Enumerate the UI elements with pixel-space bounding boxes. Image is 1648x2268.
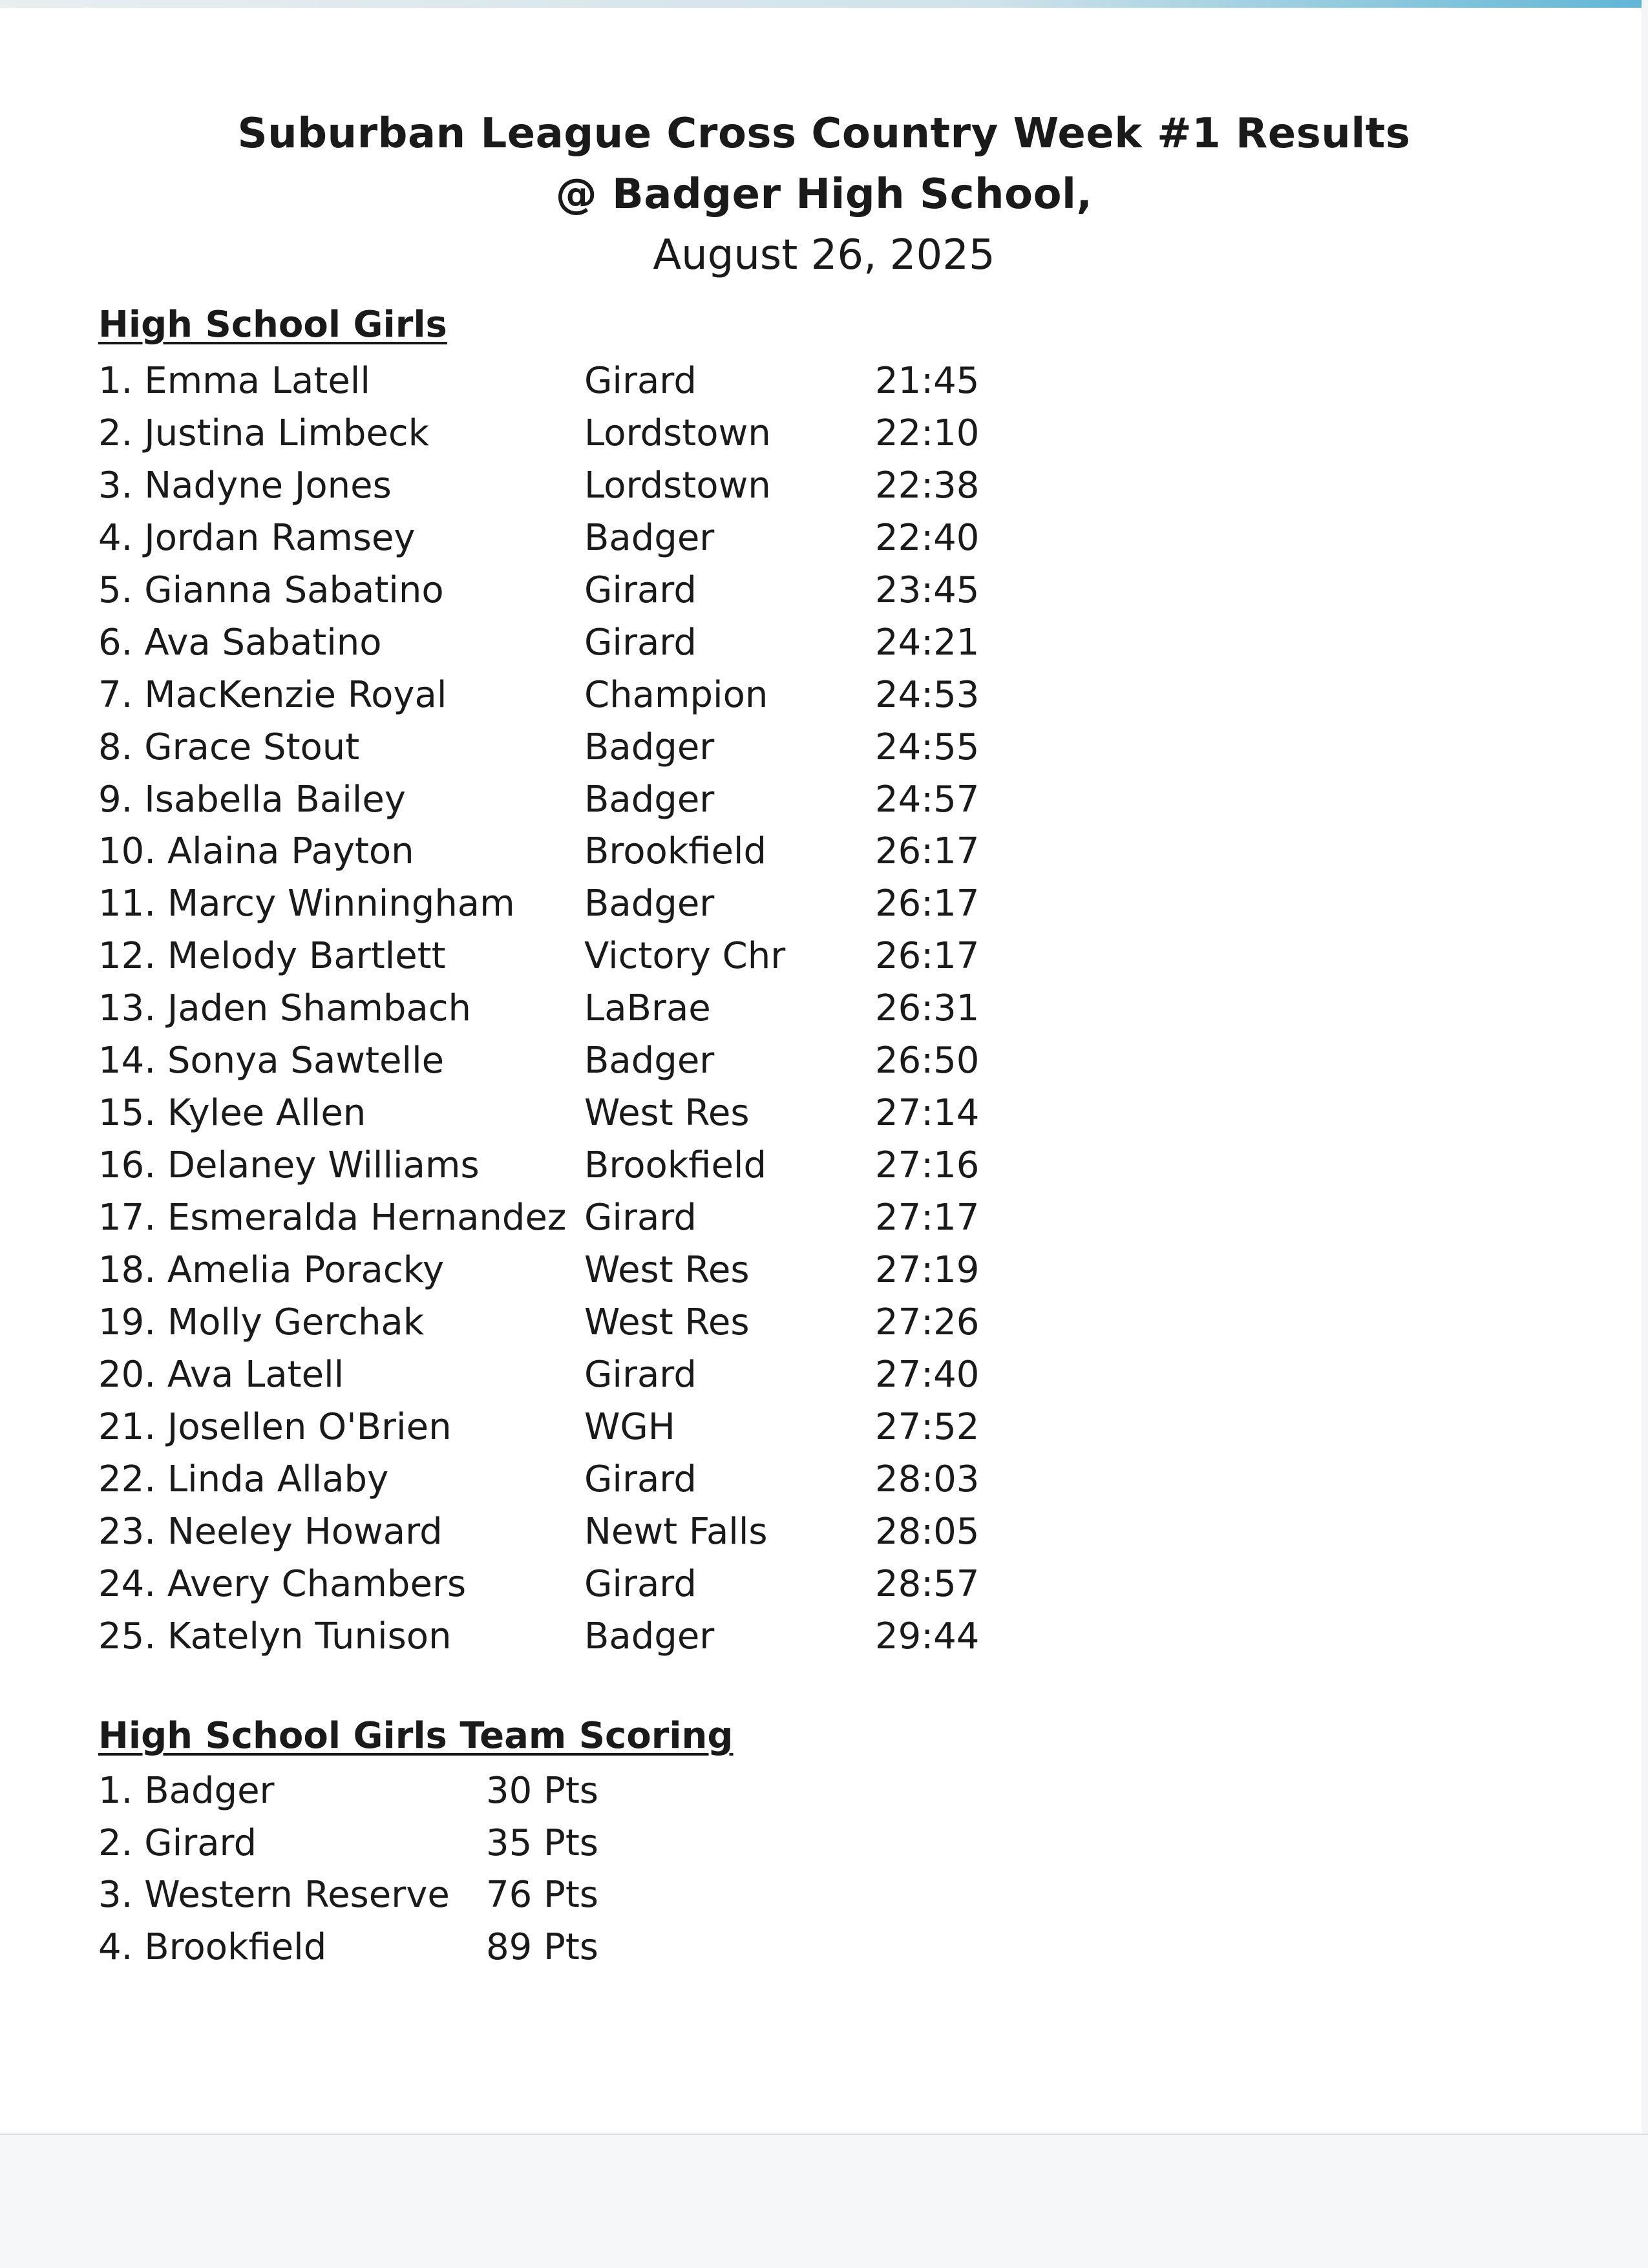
runner-time: 27:40 [875, 1353, 980, 1396]
runner-school: Badger [584, 883, 715, 925]
runner-place-and-name [98, 878, 515, 930]
team-scoring-list [98, 1765, 745, 1973]
result-row [98, 669, 1068, 722]
runner-place: 16. [98, 1144, 156, 1187]
runner-place-and-name [98, 1506, 443, 1558]
result-row [98, 1454, 1068, 1506]
runner-name: Gianna Sabatino [144, 569, 444, 611]
runner-place: 22. [98, 1458, 156, 1500]
runner-place: 23. [98, 1510, 156, 1553]
individual-results-heading: High School Girls [98, 304, 447, 346]
runner-time: 29:44 [875, 1615, 980, 1657]
team-row [98, 1818, 745, 1870]
runner-school: West Res [584, 1092, 750, 1135]
runner-place-and-name [98, 1140, 480, 1192]
team-row [98, 1765, 745, 1818]
runner-time: 22:10 [875, 412, 980, 454]
runner-name: MacKenzie Royal [144, 673, 447, 716]
runner-place: 7. [98, 673, 133, 716]
runner-place: 4. [98, 516, 133, 559]
team-name: Girard [144, 1822, 257, 1864]
result-row [98, 1559, 1068, 1611]
team-scoring-heading: High School Girls Team Scoring [98, 1715, 734, 1757]
team-place-and-name [98, 1869, 450, 1921]
runner-time: 24:53 [875, 673, 980, 716]
runner-name: Neeley Howard [167, 1510, 443, 1553]
runner-name: Sonya Sawtelle [167, 1040, 445, 1082]
runner-name: Alaina Payton [167, 830, 414, 873]
runner-place-and-name [98, 826, 414, 877]
runner-school: Victory Chr [584, 935, 786, 978]
result-row [98, 1087, 1068, 1140]
runner-school: Girard [584, 1458, 697, 1500]
runner-time: 24:55 [875, 726, 980, 768]
runner-school: Newt Falls [584, 1510, 768, 1553]
runner-place: 24. [98, 1562, 156, 1605]
runner-place: 8. [98, 726, 133, 768]
runner-time: 22:38 [875, 464, 980, 507]
runner-time: 26:17 [875, 830, 980, 873]
team-points: 89 Pts [486, 1926, 598, 1968]
runner-time: 27:26 [875, 1301, 980, 1343]
result-row [98, 408, 1068, 460]
runner-time: 27:14 [875, 1092, 980, 1135]
runner-place-and-name [98, 1454, 388, 1506]
runner-place: 21. [98, 1405, 156, 1448]
runner-place-and-name [98, 1087, 366, 1139]
result-row [98, 617, 1068, 669]
runner-place-and-name [98, 774, 406, 826]
runner-place: 15. [98, 1092, 156, 1135]
runner-name: Nadyne Jones [144, 464, 392, 507]
runner-time: 23:45 [875, 569, 980, 611]
runner-time: 26:17 [875, 935, 980, 978]
result-row [98, 930, 1068, 983]
runner-place-and-name [98, 460, 392, 512]
team-name: Brookfield [144, 1926, 327, 1968]
runner-name: Emma Latell [144, 360, 370, 402]
team-points: 35 Pts [486, 1822, 598, 1864]
runner-place-and-name [98, 617, 382, 669]
runner-name: Ava Latell [167, 1353, 344, 1396]
runner-place-and-name [98, 1349, 344, 1401]
runner-place-and-name [98, 669, 447, 721]
meet-date: August 26, 2025 [653, 231, 995, 279]
result-row [98, 983, 1068, 1035]
runner-school: Girard [584, 621, 697, 664]
result-row [98, 355, 1068, 408]
runner-place: 10. [98, 830, 156, 873]
runner-place-and-name [98, 1402, 452, 1453]
runner-place: 20. [98, 1353, 156, 1396]
result-row [98, 1506, 1068, 1559]
team-name: Western Reserve [144, 1874, 450, 1916]
runner-place: 25. [98, 1615, 156, 1657]
runner-time: 26:50 [875, 1040, 980, 1082]
runner-name: Justina Limbeck [144, 412, 430, 454]
runner-time: 26:17 [875, 883, 980, 925]
runner-name: Linda Allaby [167, 1458, 389, 1500]
individual-results-list [98, 355, 1068, 1663]
runner-time: 24:57 [875, 778, 980, 821]
runner-school: Badger [584, 726, 715, 768]
runner-place: 11. [98, 883, 156, 925]
runner-place: 2. [98, 412, 133, 454]
team-row [98, 1869, 745, 1922]
runner-school: West Res [584, 1301, 750, 1343]
scan-right-edge [1642, 0, 1648, 2267]
runner-school: Badger [584, 778, 715, 821]
venue-line: @ Badger High School, [555, 171, 1093, 218]
result-row [98, 826, 1068, 878]
runner-place: 6. [98, 621, 133, 664]
runner-name: Josellen O'Brien [167, 1405, 452, 1448]
runner-school: Champion [584, 673, 768, 716]
runner-school: Girard [584, 1353, 697, 1396]
runner-place: 19. [98, 1301, 156, 1343]
result-row [98, 1192, 1068, 1244]
result-row [98, 460, 1068, 512]
runner-name: Avery Chambers [167, 1562, 467, 1605]
runner-school: Badger [584, 1615, 715, 1657]
runner-place: 14. [98, 1040, 156, 1082]
runner-time: 27:17 [875, 1197, 980, 1239]
runner-school: Brookfield [584, 1144, 766, 1187]
team-row [98, 1922, 745, 1974]
team-place: 1. [98, 1770, 133, 1812]
runner-place-and-name [98, 565, 444, 616]
runner-school: West Res [584, 1248, 750, 1291]
runner-name: Melody Bartlett [167, 935, 446, 978]
runner-time: 22:40 [875, 516, 980, 559]
runner-place-and-name [98, 1559, 466, 1610]
team-place: 2. [98, 1822, 133, 1864]
team-place: 3. [98, 1874, 133, 1916]
runner-place-and-name [98, 722, 359, 773]
runner-place: 9. [98, 778, 133, 821]
result-row [98, 1349, 1068, 1402]
runner-place: 5. [98, 569, 133, 611]
runner-name: Katelyn Tunison [167, 1615, 452, 1657]
runner-time: 27:19 [875, 1248, 980, 1291]
runner-name: Marcy Winningham [167, 883, 515, 925]
runner-place: 1. [98, 360, 133, 402]
runner-school: Girard [584, 1197, 697, 1239]
result-row [98, 774, 1068, 826]
runner-place: 12. [98, 935, 156, 978]
result-row [98, 565, 1068, 617]
runner-time: 21:45 [875, 360, 980, 402]
runner-time: 27:16 [875, 1144, 980, 1187]
runner-time: 26:31 [875, 987, 980, 1030]
result-row [98, 878, 1068, 930]
runner-time: 28:05 [875, 1510, 980, 1553]
result-row [98, 1611, 1068, 1663]
result-row [98, 512, 1068, 565]
result-row [98, 722, 1068, 774]
runner-time: 27:52 [875, 1405, 980, 1448]
runner-school: Badger [584, 516, 715, 559]
runner-school: Brookfield [584, 830, 766, 873]
team-place-and-name [98, 1922, 326, 1973]
runner-place: 18. [98, 1248, 156, 1291]
document-title: Suburban League Cross Country Week #1 Results [237, 110, 1411, 158]
runner-school: Girard [584, 569, 697, 611]
scan-bottom-strip [0, 2134, 1648, 2268]
team-points: 76 Pts [486, 1874, 598, 1916]
runner-place-and-name [98, 983, 471, 1034]
runner-name: Delaney Williams [167, 1144, 480, 1187]
result-row [98, 1035, 1068, 1087]
runner-place-and-name [98, 1611, 452, 1663]
runner-place: 17. [98, 1197, 156, 1239]
result-row [98, 1244, 1068, 1297]
runner-name: Jordan Ramsey [144, 516, 416, 559]
runner-name: Jaden Shambach [167, 987, 472, 1030]
team-place-and-name [98, 1818, 257, 1869]
scan-top-edge [0, 0, 1648, 8]
team-place-and-name [98, 1765, 275, 1817]
result-row [98, 1402, 1068, 1454]
runner-place-and-name [98, 512, 416, 564]
runner-school: Lordstown [584, 464, 771, 507]
runner-time: 28:03 [875, 1458, 980, 1500]
result-row [98, 1297, 1068, 1349]
runner-place-and-name [98, 1297, 424, 1349]
runner-place-and-name [98, 1035, 444, 1087]
runner-school: Badger [584, 1040, 715, 1082]
runner-school: Girard [584, 1562, 697, 1605]
result-row [98, 1140, 1068, 1192]
runner-school: WGH [584, 1405, 675, 1448]
runner-place: 3. [98, 464, 133, 507]
runner-school: LaBrae [584, 987, 711, 1030]
runner-name: Esmeralda Hernandez [167, 1197, 567, 1239]
team-points: 30 Pts [486, 1770, 598, 1812]
runner-place-and-name [98, 930, 446, 982]
team-place: 4. [98, 1926, 133, 1968]
runner-name: Ava Sabatino [144, 621, 382, 664]
runner-name: Isabella Bailey [144, 778, 406, 821]
runner-time: 24:21 [875, 621, 980, 664]
team-name: Badger [144, 1770, 275, 1812]
runner-place-and-name [98, 408, 429, 459]
runner-school: Girard [584, 360, 697, 402]
runner-place-and-name [98, 1244, 444, 1296]
runner-place: 13. [98, 987, 156, 1030]
runner-time: 28:57 [875, 1562, 980, 1605]
runner-name: Molly Gerchak [167, 1301, 425, 1343]
runner-name: Amelia Poracky [167, 1248, 445, 1291]
runner-name: Kylee Allen [167, 1092, 366, 1135]
runner-place-and-name [98, 355, 370, 407]
runner-school: Lordstown [584, 412, 771, 454]
runner-place-and-name [98, 1192, 566, 1244]
runner-name: Grace Stout [144, 726, 360, 768]
document-header [0, 103, 1648, 286]
